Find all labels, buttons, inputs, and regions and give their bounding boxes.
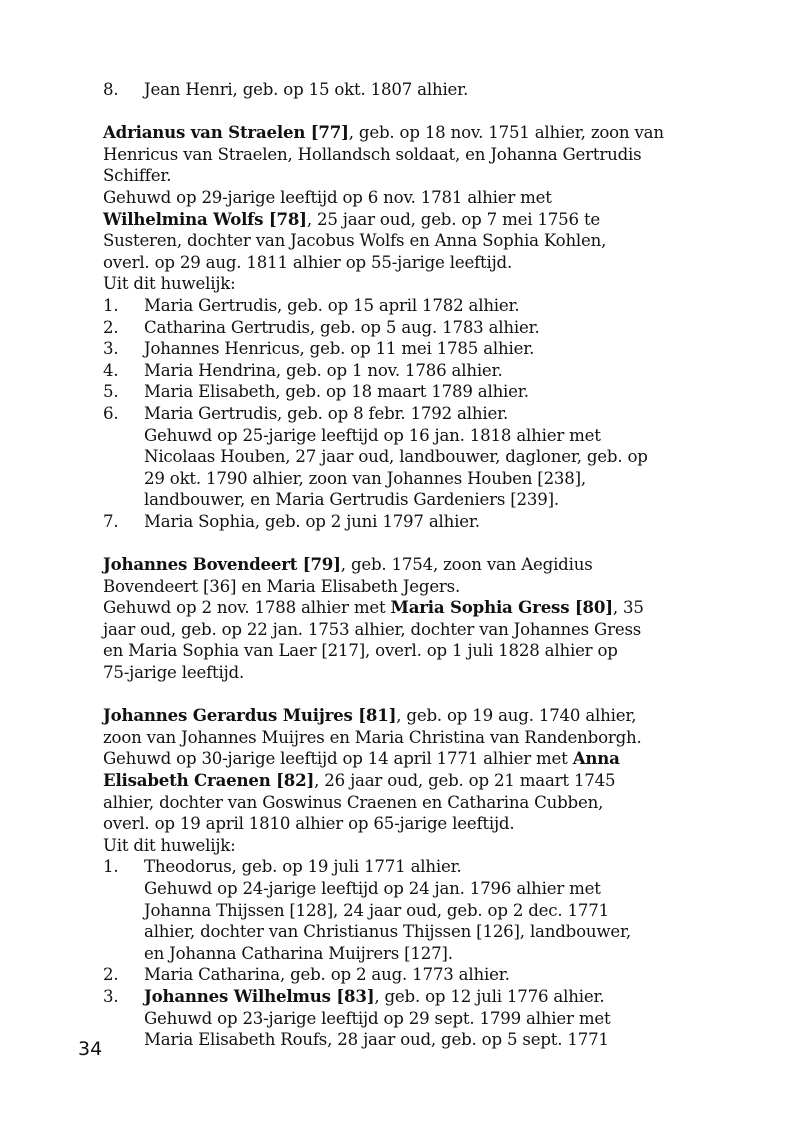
line-text: Uit dit huwelijk:	[103, 835, 236, 855]
list-item-text	[144, 382, 529, 401]
text-line	[103, 748, 703, 770]
list-number: 2.	[103, 965, 119, 985]
list-item-text	[144, 339, 534, 358]
text-line	[103, 554, 703, 576]
person-name: Elisabeth Craenen [82]	[103, 770, 315, 790]
list-item-text	[144, 901, 609, 920]
list-item-text	[144, 490, 559, 509]
entry-gap	[103, 532, 703, 554]
list-item-text	[144, 469, 586, 488]
list-number: 8.	[103, 80, 119, 99]
text-line	[103, 209, 703, 231]
list-item	[103, 381, 703, 403]
list-item	[103, 511, 703, 533]
line-text: Gehuwd op 25-jarige leeftijd op 16 jan. 1818 alhier met	[144, 425, 601, 445]
list-item	[103, 1008, 703, 1030]
list-item	[103, 856, 703, 878]
entry-gap	[103, 684, 703, 706]
line-text: alhier, dochter van Goswinus Craenen en Catharina Cubben,	[103, 792, 604, 812]
line-text: Maria Sophia, geb. op 2 juni 1797 alhier.	[144, 511, 480, 531]
list-item	[103, 878, 703, 900]
text-line	[103, 187, 703, 209]
list-number: 7.	[103, 511, 119, 531]
text-segment: , geb. 1754, zoon van Aegidius	[340, 555, 593, 575]
line-text: Henricus van Straelen, Hollandsch soldaat, en Johanna Gertrudis	[103, 144, 642, 164]
line-text: 75-jarige leeftijd.	[103, 663, 245, 683]
text-line	[103, 662, 703, 684]
text-segment: Gehuwd op 2 nov. 1788 alhier met	[103, 598, 391, 618]
text-line	[103, 230, 703, 252]
list-item-text	[144, 922, 631, 941]
list-number: 3.	[103, 339, 119, 359]
list-number: 3.	[103, 986, 119, 1006]
text-segment: , geb. op 19 aug. 1740 alhier,	[396, 706, 637, 726]
list-number: 1.	[103, 295, 119, 315]
list-item	[103, 943, 703, 965]
list-item	[103, 425, 703, 447]
line-text: Susteren, dochter van Jacobus Wolfs en Anna Sophia Kohlen,	[103, 231, 607, 251]
line-text: overl. op 19 april 1810 alhier op 65-jarige leeftijd.	[103, 814, 515, 834]
text-line	[103, 273, 703, 295]
line-text: overl. op 29 aug. 1811 alhier op 55-jarige leeftijd.	[103, 252, 513, 272]
text-segment: , 26 jaar oud, geb. op 21 maart 1745	[314, 771, 616, 790]
list-item	[103, 986, 703, 1008]
person-name: Adrianus van Straelen [77]	[103, 122, 349, 143]
line-text: Gehuwd op 29-jarige leeftijd op 6 nov. 1781 alhier met	[103, 187, 552, 207]
text-segment: , 35	[612, 598, 644, 618]
list-item	[103, 360, 703, 382]
person-name: Maria Sophia Gress [80]	[390, 597, 613, 618]
page-number: 34	[78, 1038, 103, 1060]
person-name: Johannes Wilhelmus [83]	[144, 985, 375, 1006]
text-line	[103, 144, 703, 166]
text-line	[103, 640, 703, 662]
list-item-text	[144, 80, 468, 99]
genealogy-entry	[103, 554, 703, 684]
person-name: Johannes Bovendeert [79]	[103, 554, 341, 575]
list-number: 1.	[103, 857, 119, 877]
line-text: Catharina Gertrudis, geb. op 5 aug. 1783 alhier.	[144, 317, 540, 337]
list-item-text	[144, 318, 540, 337]
text-line	[103, 705, 703, 727]
page-body	[103, 79, 703, 1051]
line-text: alhier, dochter van Christianus Thijssen [126], landbouwer,	[144, 922, 631, 942]
list-item-text	[144, 987, 604, 1006]
person-name: Wilhelmina Wolfs [78]	[103, 208, 307, 229]
text-segment: , 25 jaar oud, geb. op 7 mei 1756 te	[306, 209, 601, 229]
genealogy-entry	[103, 79, 703, 101]
line-text: Maria Hendrina, geb. op 1 nov. 1786 alhier.	[144, 360, 503, 380]
text-line	[103, 813, 703, 835]
list-item-text	[144, 426, 601, 445]
list-item	[103, 964, 703, 986]
genealogy-entry	[103, 705, 703, 1051]
list-number: 4.	[103, 360, 119, 380]
line-text: jaar oud, geb. op 22 jan. 1753 alhier, dochter van Johannes Gress	[103, 619, 642, 639]
list-item	[103, 317, 703, 339]
line-text: Bovendeert [36] en Maria Elisabeth Jegers.	[103, 576, 461, 596]
line-text: en Maria Sophia van Laer [217], overl. op 1 juli 1828 alhier op	[103, 641, 618, 661]
text-line	[103, 597, 703, 619]
list-item	[103, 921, 703, 943]
list-item	[103, 446, 703, 468]
line-text: Maria Elisabeth Roufs, 28 jaar oud, geb. op 5 sept. 1771	[144, 1030, 609, 1050]
list-item-text	[144, 857, 462, 876]
list-item-text	[144, 512, 480, 531]
entry-gap	[103, 101, 703, 123]
line-text: Johannes Henricus, geb. op 11 mei 1785 alhier.	[144, 339, 535, 359]
list-item	[103, 79, 703, 101]
line-text: Uit dit huwelijk:	[103, 274, 236, 294]
text-segment: Gehuwd op 30-jarige leeftijd op 14 april 1771 alhier met	[103, 749, 573, 769]
line-text: Nicolaas Houben, 27 jaar oud, landbouwer, dagloner, geb. op	[144, 447, 648, 467]
line-text: Maria Elisabeth, geb. op 18 maart 1789 alhier.	[144, 382, 529, 402]
line-text: Maria Gertrudis, geb. op 8 febr. 1792 alhier.	[144, 403, 509, 423]
list-number: 6.	[103, 403, 119, 423]
text-line	[103, 792, 703, 814]
list-item	[103, 1029, 703, 1051]
list-item-text	[144, 879, 601, 898]
text-line	[103, 835, 703, 857]
person-name: Johannes Gerardus Muijres [81]	[103, 705, 397, 726]
list-item-text	[144, 447, 648, 466]
list-item	[103, 468, 703, 490]
person-name: Anna	[572, 748, 620, 769]
line-text: Theodorus, geb. op 19 juli 1771 alhier.	[144, 857, 462, 877]
text-line	[103, 770, 703, 792]
list-item-text	[144, 1030, 609, 1049]
list-item-text	[144, 404, 508, 423]
line-text: landbouwer, en Maria Gertrudis Gardeniers [239].	[144, 490, 559, 510]
list-item	[103, 295, 703, 317]
line-text: Gehuwd op 23-jarige leeftijd op 29 sept. 1799 alhier met	[144, 1008, 611, 1028]
line-text: Maria Gertrudis, geb. op 15 april 1782 alhier.	[144, 295, 520, 315]
text-line	[103, 122, 703, 144]
text-line	[103, 165, 703, 187]
line-text: zoon van Johannes Muijres en Maria Christina van Randenborgh.	[103, 727, 642, 747]
line-text: Gehuwd op 24-jarige leeftijd op 24 jan. 1796 alhier met	[144, 878, 601, 898]
text-line	[103, 727, 703, 749]
line-text: Schiffer.	[103, 166, 172, 186]
line-text: 29 okt. 1790 alhier, zoon van Johannes Houben [238],	[144, 468, 586, 488]
line-text: Maria Catharina, geb. op 2 aug. 1773 alhier.	[144, 965, 510, 985]
list-item	[103, 489, 703, 511]
line-text: Jean Henri, geb. op 15 okt. 1807 alhier.	[144, 80, 469, 99]
list-item-text	[144, 965, 510, 984]
list-item-text	[144, 296, 520, 315]
list-item-text	[144, 944, 453, 963]
text-segment: , geb. op 12 juli 1776 alhier.	[374, 986, 605, 1006]
list-item	[103, 403, 703, 425]
list-item	[103, 900, 703, 922]
text-line	[103, 619, 703, 641]
text-line	[103, 252, 703, 274]
list-number: 2.	[103, 317, 119, 337]
line-text: Johanna Thijssen [128], 24 jaar oud, geb. op 2 dec. 1771	[144, 900, 609, 920]
text-segment: , geb. op 18 nov. 1751 alhier, zoon van	[348, 123, 664, 143]
list-item-text	[144, 361, 503, 380]
list-number: 5.	[103, 382, 119, 402]
list-item	[103, 338, 703, 360]
text-line	[103, 576, 703, 598]
genealogy-entry	[103, 122, 703, 532]
list-item-text	[144, 1009, 610, 1028]
line-text: en Johanna Catharina Muijrers [127].	[144, 943, 453, 963]
